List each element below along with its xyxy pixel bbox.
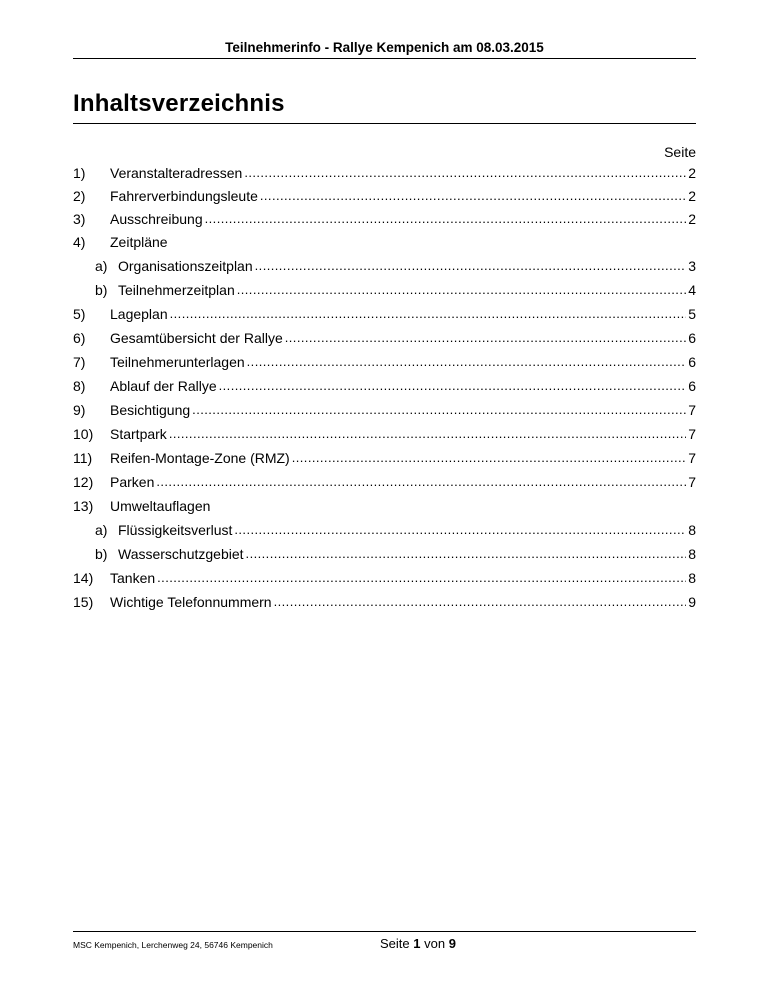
toc-dot-leader [170, 305, 687, 321]
toc-entry-label: Parken [110, 474, 155, 490]
toc-entry-number: 2) [73, 188, 86, 204]
toc-entry-page: 8 [688, 522, 696, 538]
page-column-label: Seite [664, 144, 696, 160]
toc-entry-page: 2 [688, 165, 696, 181]
toc-entry-page: 5 [688, 306, 696, 322]
toc-entry-label: Gesamtübersicht der Rallye [110, 330, 283, 346]
toc-entry[interactable] [73, 165, 696, 183]
toc-entry-label: Organisationszeitplan [118, 258, 253, 274]
toc-entry-label: Wichtige Telefonnummern [110, 594, 272, 610]
page-total: 9 [448, 936, 456, 951]
toc-entry[interactable] [73, 498, 696, 516]
toc-entry-number: 5) [73, 306, 86, 322]
toc-entry-number: 1) [73, 165, 86, 181]
footer-divider [73, 931, 696, 932]
toc-entry-page: 7 [688, 450, 696, 466]
toc-dot-leader [237, 281, 686, 297]
toc-entry-page: 7 [688, 402, 696, 418]
toc-dot-leader [205, 210, 687, 226]
toc-entry-label: Veranstalteradressen [110, 165, 243, 181]
toc-dot-leader [169, 425, 686, 441]
toc-entry[interactable] [73, 234, 696, 252]
toc-entry[interactable] [73, 594, 696, 612]
toc-entry-page: 3 [688, 258, 696, 274]
toc-entry-number: 7) [73, 354, 86, 370]
toc-entry[interactable] [73, 474, 696, 492]
toc-entry[interactable] [73, 522, 696, 540]
toc-entry-label: Teilnehmerzeitplan [118, 282, 235, 298]
header-divider [73, 58, 696, 59]
toc-entry-letter: b) [95, 282, 108, 298]
toc-entry-number: 13) [73, 498, 94, 514]
toc-entry-label: Tanken [110, 570, 156, 586]
toc-entry-number: 10) [73, 426, 94, 442]
toc-entry-page: 8 [688, 546, 696, 562]
toc-entry-label: Besichtigung [110, 402, 191, 418]
toc-entry[interactable] [73, 402, 696, 420]
footer-address: MSC Kempenich, Lerchenweg 24, 56746 Kempenich [73, 940, 273, 950]
page-prefix: Seite [380, 936, 410, 951]
toc-entry[interactable] [73, 330, 696, 348]
toc-entry[interactable] [73, 546, 696, 564]
toc-entry-page: 8 [688, 570, 696, 586]
toc-entry-number: 12) [73, 474, 94, 490]
toc-dot-leader [285, 329, 686, 345]
toc-entry-page: 6 [688, 354, 696, 370]
toc-entry-label: Fahrerverbindungsleute [110, 188, 258, 204]
toc-entry-number: 4) [73, 234, 86, 250]
toc-entry-label: Reifen-Montage-Zone (RMZ) [110, 450, 290, 466]
toc-entry-label: Ablauf der Rallye [110, 378, 217, 394]
toc-entry-page: 6 [688, 330, 696, 346]
toc-entry-label: Wasserschutzgebiet [118, 546, 244, 562]
toc-entry-number: 6) [73, 330, 86, 346]
toc-dot-leader [292, 449, 686, 465]
toc-entry-number: 15) [73, 594, 94, 610]
toc-entry-number: 11) [73, 450, 93, 466]
toc-entry-page: 4 [688, 282, 696, 298]
toc-entry-page: 6 [688, 378, 696, 394]
toc-dot-leader [247, 353, 687, 369]
page-header: Teilnehmerinfo - Rallye Kempenich am 08.03.2015 [225, 40, 544, 55]
toc-dot-leader [219, 377, 687, 393]
toc-entry-label: Umweltauflagen [110, 498, 211, 514]
toc-entry-number: 8) [73, 378, 86, 394]
toc-dot-leader [156, 473, 686, 489]
toc-entry[interactable] [73, 211, 696, 229]
document-title: Inhaltsverzeichnis [73, 90, 285, 117]
title-divider [73, 123, 696, 124]
toc-entry-label: Teilnehmerunterlagen [110, 354, 245, 370]
toc-entry-page: 7 [688, 426, 696, 442]
toc-entry[interactable] [73, 378, 696, 396]
toc-dot-leader [157, 569, 686, 585]
toc-entry-page: 2 [688, 211, 696, 227]
toc-dot-leader [260, 187, 686, 203]
toc-entry-page: 2 [688, 188, 696, 204]
toc-entry[interactable] [73, 282, 696, 300]
toc-entry-number: 9) [73, 402, 86, 418]
toc-entry[interactable] [73, 306, 696, 324]
toc-entry-page: 9 [688, 594, 696, 610]
toc-entry-letter: b) [95, 546, 108, 562]
toc-entry-label: Lageplan [110, 306, 168, 322]
toc-entry-label: Ausschreibung [110, 211, 203, 227]
toc-entry-number: 14) [73, 570, 94, 586]
page-current: 1 [413, 936, 421, 951]
toc-entry[interactable] [73, 188, 696, 206]
toc-entry[interactable] [73, 258, 696, 276]
toc-dot-leader [192, 401, 686, 417]
toc-entry-label: Flüssigkeitsverlust [118, 522, 233, 538]
footer-page-number [380, 936, 456, 951]
toc-dot-leader [234, 521, 686, 537]
toc-dot-leader [255, 257, 687, 273]
toc-entry[interactable] [73, 426, 696, 444]
toc-entry[interactable] [73, 570, 696, 588]
toc-dot-leader [244, 164, 686, 180]
toc-entry-page: 7 [688, 474, 696, 490]
toc-dot-leader [246, 545, 687, 561]
toc-entry-letter: a) [95, 258, 108, 274]
page-separator: von [424, 936, 446, 951]
toc-dot-leader [274, 593, 687, 609]
toc-entry-number: 3) [73, 211, 86, 227]
toc-entry[interactable] [73, 354, 696, 372]
toc-entry-label: Startpark [110, 426, 167, 442]
toc-entry-letter: a) [95, 522, 108, 538]
toc-entry[interactable] [73, 450, 696, 468]
toc-entry-label: Zeitpläne [110, 234, 168, 250]
